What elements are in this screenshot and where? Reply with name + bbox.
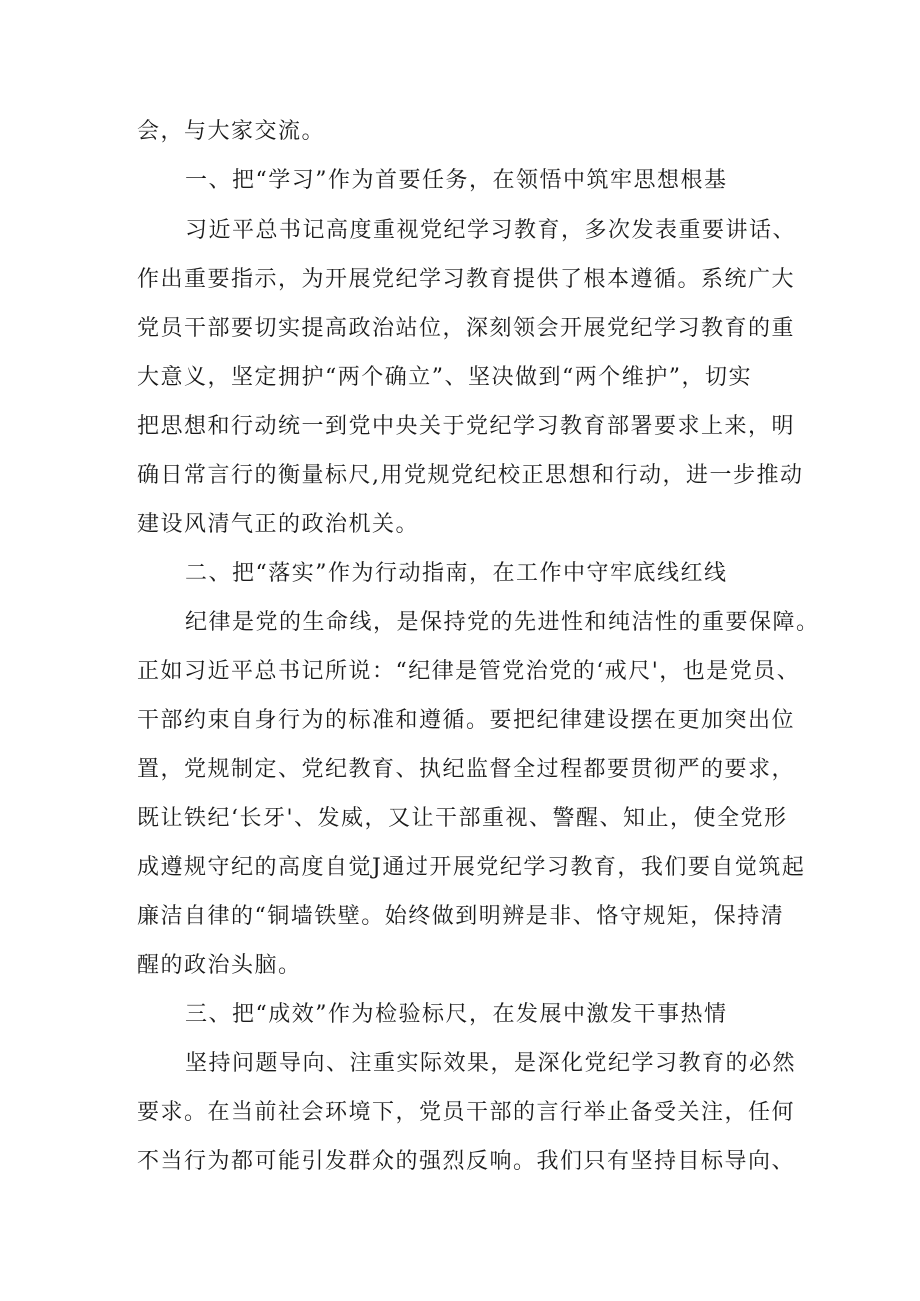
paragraph-line: 党员干部要切实提高政治站位，深刻领会开展党纪学习教育的重 [137, 316, 796, 341]
paragraph-line: 置，党规制定、党纪教育、执纪监督全过程都要贯彻严的要求， [137, 757, 796, 782]
paragraph-line: 习近平总书记高度重视党纪学习教育，多次发表重要讲话、 [185, 218, 797, 243]
paragraph-line: 会，与大家交流。 [137, 119, 326, 144]
paragraph-line: 醒的政治头脑。 [137, 953, 302, 978]
paragraph-line: 不当行为都可能引发群众的强烈反响。我们只有坚持目标导向、 [137, 1149, 796, 1174]
paragraph-line: 正如习近平总书记所说：“纪律是管党治党的‘戒尺'，也是党员、 [137, 659, 801, 684]
paragraph-line: 廉洁自律的“铜墙铁壁。始终做到明辨是非、恪守规矩，保持清 [137, 904, 785, 929]
paragraph-line: 既让铁纪‘长牙'、发威，又让干部重视、警醒、知止，使全党形 [137, 806, 788, 831]
paragraph-line: 作出重要指示，为开展党纪学习教育提供了根本遵循。系统广大 [137, 267, 796, 292]
paragraph-line: 干部约束自身行为的标准和遵循。要把纪律建设摆在更加突出位 [137, 708, 796, 733]
paragraph-line: 成遵规守纪的高度自觉J通过开展党纪学习教育，我们要自觉筑起 [137, 855, 806, 880]
paragraph-line: 纪律是党的生命线，是保持党的先进性和纯洁性的重要保障。 [185, 610, 820, 635]
paragraph-line: 坚持问题导向、注重实际效果，是深化党纪学习教育的必然 [185, 1051, 797, 1076]
paragraph-line: 确日常言行的衡量标尺,用党规党纪校正思想和行动，进一步推动 [137, 463, 804, 488]
section-heading: 三、把“成效”作为检验标尺，在发展中激发干事热情 [185, 1002, 728, 1027]
paragraph-line: 要求。在当前社会环境下，党员干部的言行举止备受关注，任何 [137, 1100, 796, 1125]
paragraph-line: 大意义，坚定拥护“两个确立”、坚决做到“两个维护”，切实 [137, 365, 752, 390]
paragraph-line: 把思想和行动统一到党中央关于党纪学习教育部署要求上来，明 [137, 414, 796, 439]
paragraph-line: 建设风清气正的政治机关。 [137, 512, 420, 537]
section-heading: 一、把“学习”作为首要任务，在领悟中筑牢思想根基 [185, 168, 728, 193]
section-heading: 二、把“落实”作为行动指南，在工作中守牢底线红线 [185, 561, 728, 586]
